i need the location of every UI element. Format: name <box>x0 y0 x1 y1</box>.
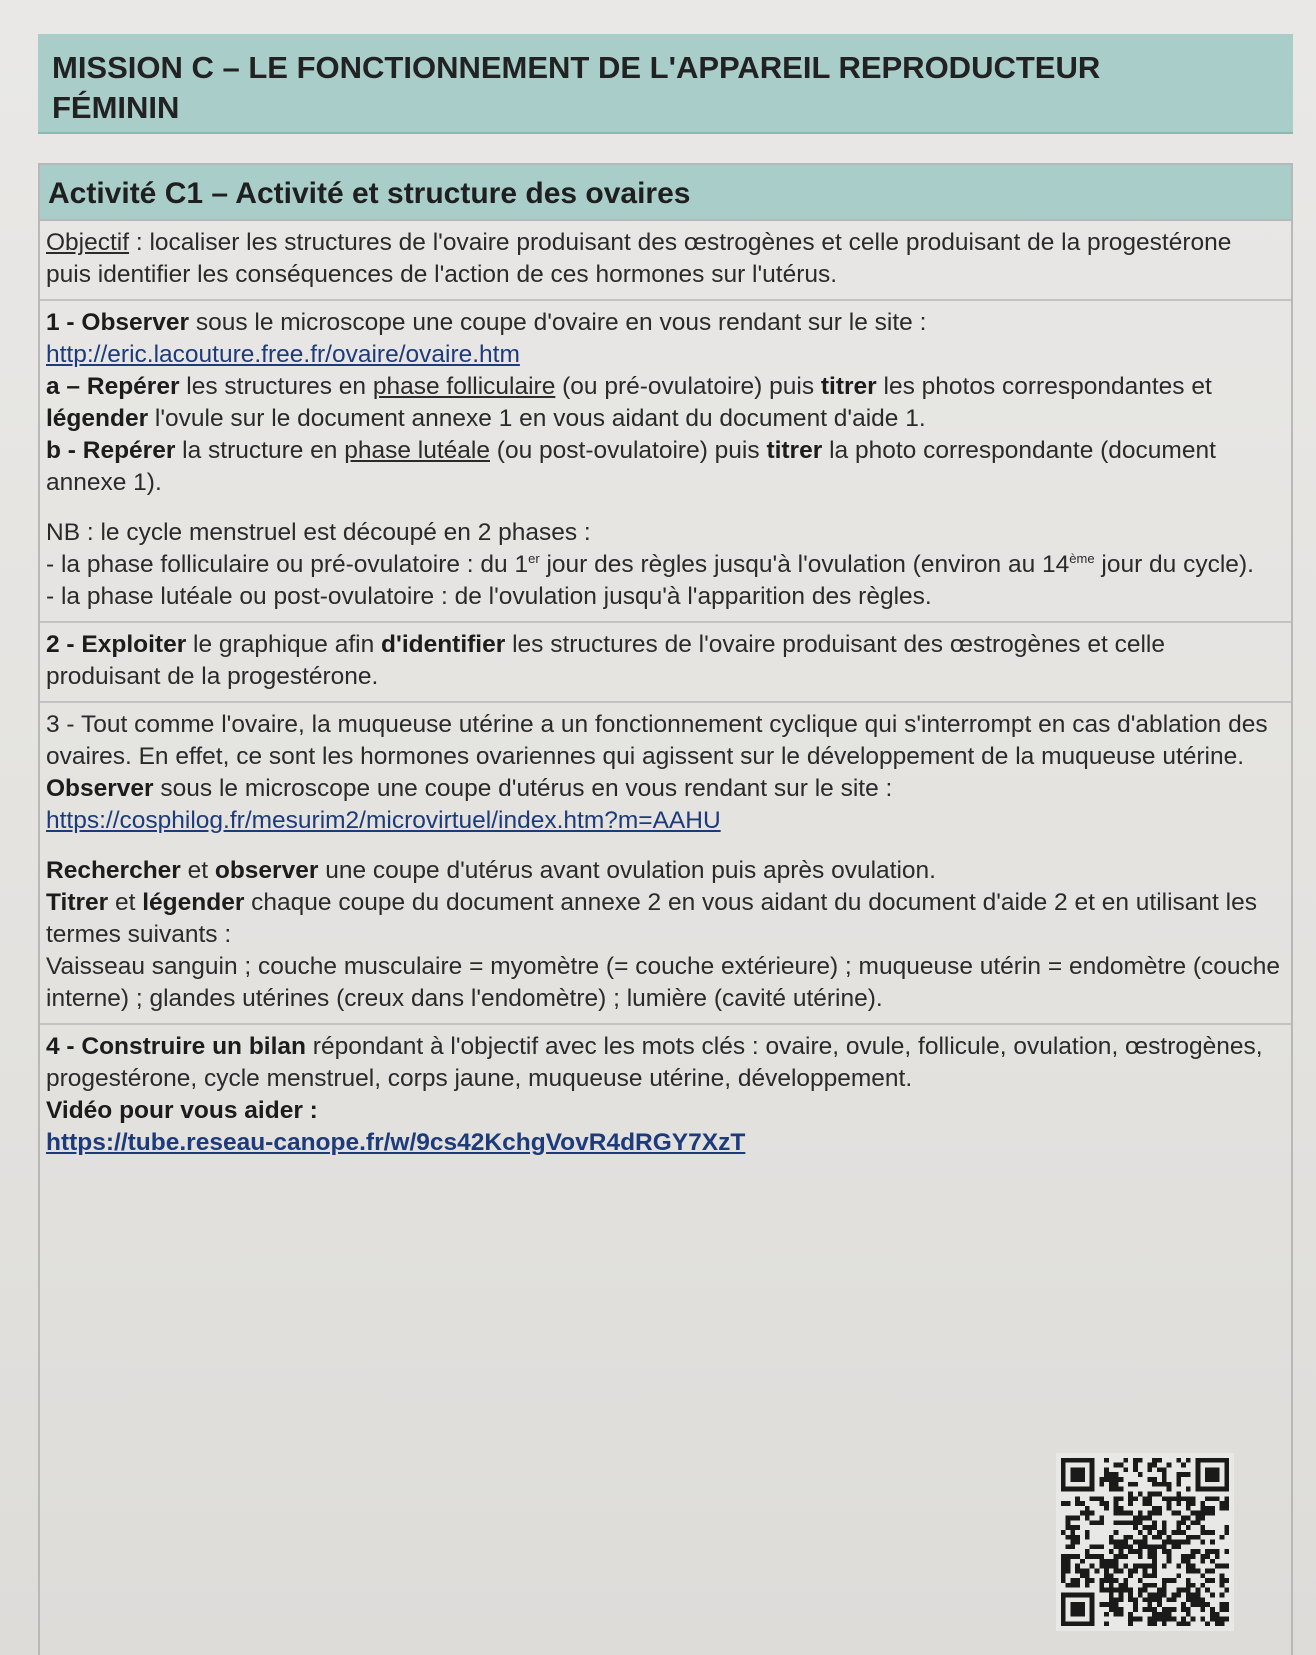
q3-rechercher: Rechercher <box>46 857 181 884</box>
nb1-sup-2: ème <box>1069 550 1095 566</box>
q1b-verb-2: titrer <box>766 437 823 464</box>
objective-text: : localiser les structures de l'ovaire produisant des œstrogènes et celle produisant de la progestérone puis identifier les conséquences de l'action de ces hormones sur l'utérus. <box>46 229 1232 288</box>
mission-title-line1: MISSION C – LE FONCTIONNEMENT DE L'APPAREIL REPRODUCTEUR <box>52 50 1101 85</box>
question-3-section <box>40 703 1291 1025</box>
q2-number: 2 - <box>46 631 82 658</box>
q1b-text-3: la photo correspondante (document annexe 1). <box>46 437 1216 496</box>
activity-title: Activité C1 – Activité et structure des ovaires <box>40 165 1291 221</box>
q3-t-text-1: et <box>108 889 143 916</box>
q1a-text-2: (ou pré-ovulatoire) puis <box>555 373 821 400</box>
q1a-verb-3: légender <box>46 405 149 432</box>
q2-verb: Exploiter <box>81 631 187 658</box>
q1a-text-4: l'ovule sur le document annexe 1 en vous aidant du document d'aide 1. <box>148 405 926 432</box>
nb-phase-1 <box>46 549 1283 581</box>
nb1-text-c: jour du cycle). <box>1094 551 1254 578</box>
q1-number: 1 - <box>46 309 82 336</box>
q4-lead: 4 - Construire un bilan <box>46 1033 306 1060</box>
q3-titrer: Titrer <box>46 889 109 916</box>
q1a-text-1: les structures en <box>179 373 373 400</box>
q3-observer: observer <box>214 857 319 884</box>
qr-code-icon[interactable] <box>1056 1450 1234 1634</box>
nb-title: NB : le cycle menstruel est découpé en 2 phases : <box>46 519 591 546</box>
nb1-text-b: jour des règles jusqu'à l'ovulation (environ au 14 <box>539 551 1070 578</box>
uterus-site-link[interactable]: https://cosphilog.fr/mesurim2/microvirtuel/index.htm?m=AAHU <box>46 807 721 834</box>
q1-verb: Observer <box>81 309 190 336</box>
q1a-prefix: a – <box>46 373 87 400</box>
q1-text: sous le microscope une coupe d'ovaire en vous rendant sur le site : <box>189 309 927 336</box>
video-label: Vidéo pour vous aider : <box>46 1097 318 1124</box>
q1b-text-2: (ou post-ovulatoire) puis <box>489 437 767 464</box>
mission-title-line2: FÉMININ <box>52 90 180 125</box>
q3-r-text-1: et <box>180 857 215 884</box>
q1b-verb: Repérer <box>82 437 176 464</box>
q1a-text-3: les photos correspondantes et <box>876 373 1212 400</box>
q3-t-text-2: chaque coupe du document annexe 2 en vous aidant du document d'aide 2 et en utilisant les termes suivants : <box>46 889 1257 948</box>
q3-terms: Vaisseau sanguin ; couche musculaire = myomètre (= couche extérieure) ; muqueuse utérin = endomètre (couche interne) ; glandes utérines (creux dans l'endomètre) ; lumière (cavité utérine). <box>46 953 1281 1012</box>
objective-label: Objectif <box>46 229 130 256</box>
video-link[interactable]: https://tube.reseau-canope.fr/w/9cs42KchgVovR4dRGY7XzT <box>46 1129 746 1156</box>
nb-phase-2: - la phase lutéale ou post-ovulatoire : de l'ovulation jusqu'à l'apparition des règles. <box>46 583 932 610</box>
objective-section <box>40 221 1291 301</box>
nb1-text-a: - la phase folliculaire ou pré-ovulatoire : du 1 <box>46 551 529 578</box>
q2-verb-2: d'identifier <box>381 631 506 658</box>
q1a-phase: phase folliculaire <box>372 373 556 400</box>
q1b-phase: phase lutéale <box>344 437 490 464</box>
q3-legender: légender <box>142 889 245 916</box>
q2-text-1: le graphique afin <box>186 631 382 658</box>
ovaire-site-link[interactable]: http://eric.lacouture.free.fr/ovaire/ovaire.htm <box>46 341 520 368</box>
q1b-prefix: b - <box>46 437 83 464</box>
question-2-section <box>40 623 1291 703</box>
q1a-verb: Repérer <box>86 373 180 400</box>
q3-intro: 3 - Tout comme l'ovaire, la muqueuse utérine a un fonctionnement cyclique qui s'interrompt en cas d'ablation des ovaires. En effet, ce sont les hormones ovariennes qui agissent sur le développement de la muqueuse utérine. <box>46 711 1268 770</box>
mission-header <box>38 34 1293 134</box>
q3-text: sous le microscope une coupe d'utérus en vous rendant sur le site : <box>153 775 893 802</box>
q1a-verb-2: titrer <box>820 373 877 400</box>
question-4-section <box>40 1025 1291 1167</box>
activity-box <box>38 163 1293 1655</box>
q2-text-2: les structures de l'ovaire produisant des œstrogènes et celle produisant de la progestérone. <box>46 631 1165 690</box>
question-1-section <box>40 301 1291 623</box>
q3-r-text-2: une coupe d'utérus avant ovulation puis après ovulation. <box>318 857 936 884</box>
q1b-text-1: la structure en <box>175 437 345 464</box>
q4-text: répondant à l'objectif avec les mots clés : ovaire, ovule, follicule, ovulation, œstrogènes, progestérone, cycle menstruel, corps jaune, muqueuse utérine, développement. <box>46 1033 1263 1092</box>
nb1-sup: er <box>528 550 540 566</box>
q3-verb: Observer <box>46 775 154 802</box>
